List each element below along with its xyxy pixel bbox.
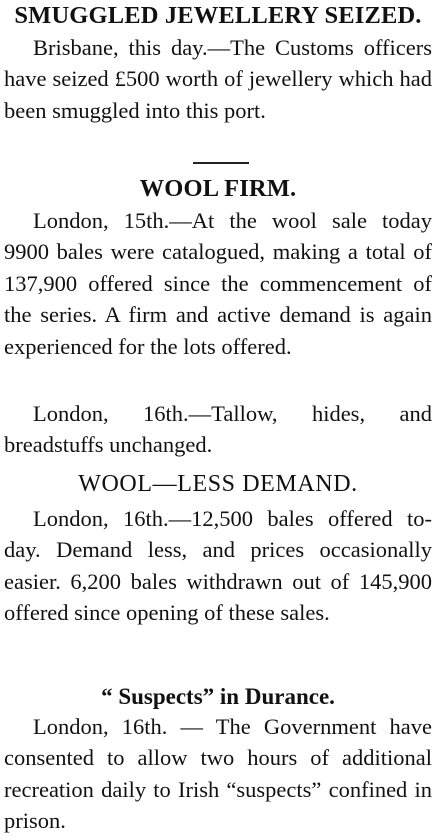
paragraph-tallow-hides: London, 16th.—Tallow, hides, and breadstuffs unchanged. [4,401,432,458]
paragraph-suspects: London, 16th. — The Government have consented to allow two hours of additional recreation daily to Irish “suspects” confined in prison. [4,714,432,834]
headline-wool-less-demand: WOOL—LESS DEMAND. [78,471,358,497]
paragraph-smuggled-jewellery: Brisbane, this day.—The Customs officers have seized £500 worth of jewellery which had been smuggled into this port. [4,35,432,123]
section-divider [193,162,249,164]
headline-wool-firm: WOOL FIRM. [139,175,297,202]
headline-suspects-in-durance: “ Suspects” in Durance. [101,684,335,709]
headline-smuggled-jewellery: SMUGGLED JEWELLERY SEIZED. [14,2,422,29]
paragraph-wool-sale-15th: London, 15th.—At the wool sale today 9900 bales were catalogued, making a total of 137,900 offered since the commencement of the series. A firm and active demand is again experienced for the lots offered. [4,208,432,359]
paragraph-wool-less-demand: London, 16th.—12,500 bales offered to-day. Demand less, and prices occasionally easier. 6,200 bales withdrawn out of 145,900 offered since opening of these sales. [4,506,432,626]
